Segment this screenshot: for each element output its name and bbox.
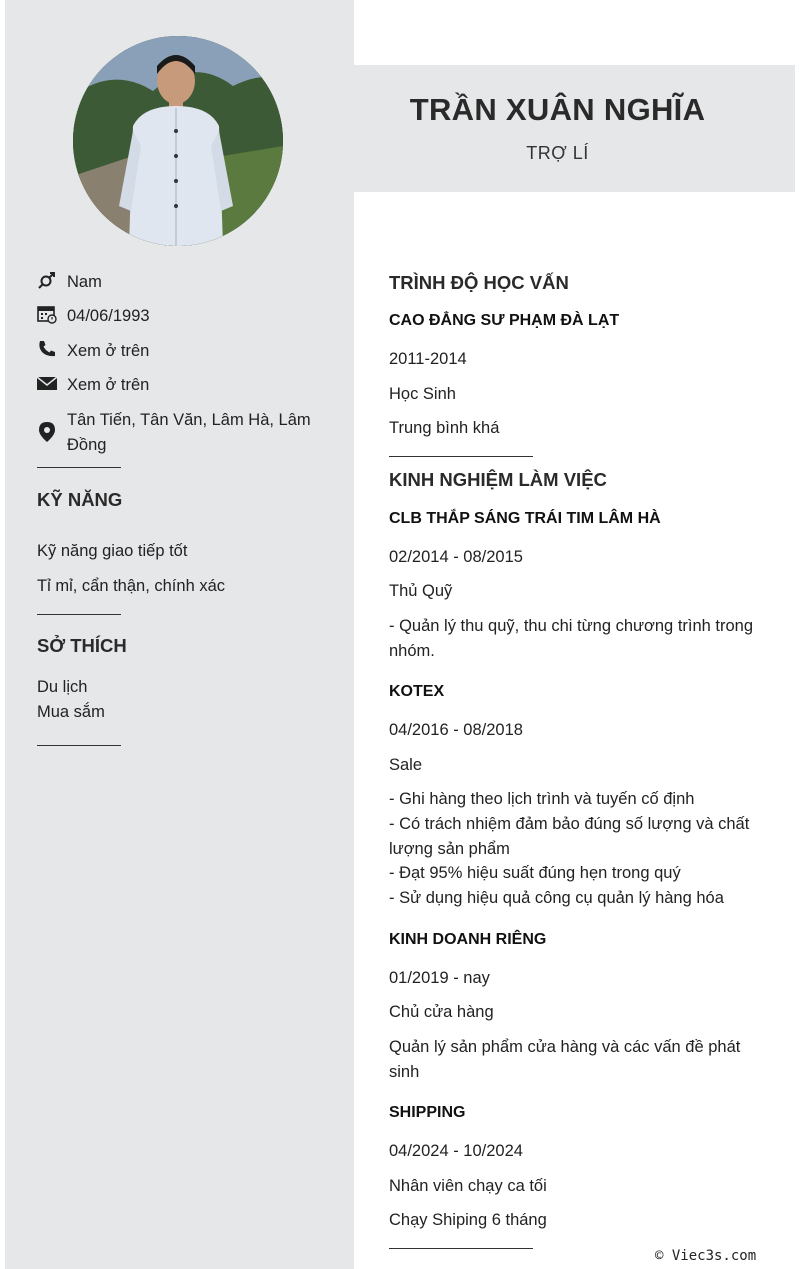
- job-period: 02/2014 - 08/2015: [389, 548, 523, 566]
- job-description: - Quản lý thu quỹ, thu chi từng chương trình trong nhóm.: [389, 617, 754, 660]
- phone-value: Xem ở trên: [67, 342, 150, 360]
- info-dob: [37, 304, 327, 329]
- divider: [389, 1248, 533, 1249]
- hobby-item: Du lịch: [37, 678, 88, 696]
- info-phone: [37, 339, 327, 364]
- skill-item: Kỹ năng giao tiếp tốt: [37, 542, 188, 560]
- job-company: SHIPPING: [389, 1104, 466, 1121]
- hobby-item: Mua sắm: [37, 703, 105, 721]
- phone-icon: [37, 339, 57, 359]
- job-description: - Sử dụng hiệu quả công cụ quản lý hàng hóa: [389, 889, 724, 907]
- job-position: Chủ cửa hàng: [389, 1003, 494, 1021]
- job-period: 01/2019 - nay: [389, 969, 490, 987]
- hobbies-heading: SỞ THÍCH: [37, 635, 127, 656]
- job-position: Sale: [389, 756, 423, 774]
- divider: [389, 456, 533, 457]
- job-position: Nhân viên chạy ca tối: [389, 1177, 547, 1195]
- job-description: - Có trách nhiệm đảm bảo đúng số lượng và chất lượng sản phẩm: [389, 815, 750, 858]
- profile-photo: [73, 36, 283, 246]
- job-company: KOTEX: [389, 683, 445, 700]
- email-value: Xem ở trên: [67, 376, 150, 394]
- job-description: - Ghi hàng theo lịch trình và tuyến cố định: [389, 790, 695, 808]
- gender-value: Nam: [67, 273, 102, 291]
- education-period: 2011-2014: [389, 350, 467, 368]
- job-description: Quản lý sản phẩm cửa hàng và các vấn đề phát sinh: [389, 1038, 741, 1081]
- job-description: Chạy Shiping 6 tháng: [389, 1211, 547, 1229]
- candidate-name: TRẦN XUÂN NGHĨA: [409, 92, 706, 127]
- job-company: KINH DOANH RIÊNG: [389, 931, 547, 948]
- education-heading: TRÌNH ĐỘ HỌC VẤN: [389, 272, 569, 293]
- info-email: [37, 373, 327, 398]
- job-company: CLB THẮP SÁNG TRÁI TIM LÂM HÀ: [389, 510, 661, 527]
- dob-value: 04/06/1993: [67, 307, 150, 325]
- address-value: Tân Tiến, Tân Văn, Lâm Hà, Lâm Đồng: [67, 411, 311, 454]
- email-icon: [37, 373, 57, 393]
- candidate-title: TRỢ LÍ: [526, 143, 589, 163]
- divider: [37, 745, 121, 746]
- info-address: [37, 408, 327, 458]
- footer-copyright[interactable]: © Viec3s.com: [655, 1248, 757, 1264]
- info-gender: [37, 270, 327, 295]
- job-description: - Đạt 95% hiệu suất đúng hẹn trong quý: [389, 864, 681, 882]
- divider: [37, 614, 121, 615]
- gender-icon: [37, 270, 57, 290]
- experience-heading: KINH NGHIỆM LÀM VIỆC: [389, 469, 607, 490]
- job-period: 04/2024 - 10/2024: [389, 1142, 523, 1160]
- skill-item: Tỉ mỉ, cẩn thận, chính xác: [37, 577, 226, 595]
- education-role: Học Sinh: [389, 385, 456, 403]
- divider: [37, 467, 121, 468]
- school-name: CAO ĐẲNG SƯ PHẠM ĐÀ LẠT: [389, 312, 620, 329]
- job-position: Thủ Quỹ: [389, 582, 453, 600]
- calendar-icon: [37, 304, 57, 324]
- skills-heading: KỸ NĂNG: [37, 489, 123, 510]
- location-icon: [37, 422, 57, 442]
- education-grade: Trung bình khá: [389, 419, 500, 437]
- header-band: [354, 65, 795, 192]
- job-period: 04/2016 - 08/2018: [389, 721, 523, 739]
